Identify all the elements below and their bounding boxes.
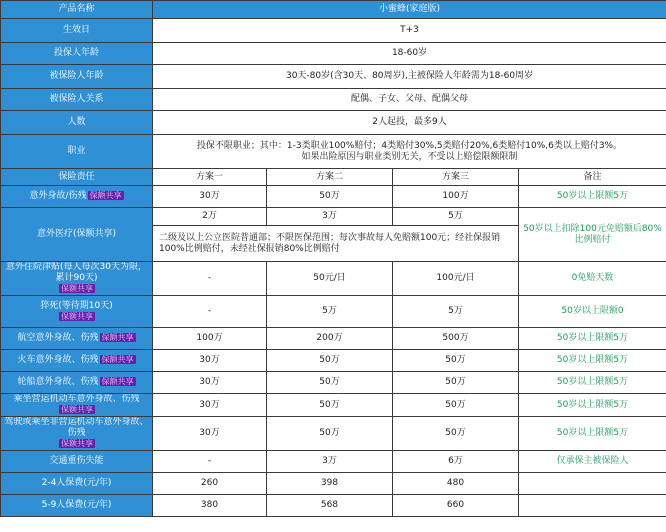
row-label: 意外医疗(保额共享) <box>1 208 153 262</box>
plan2-value: 3万 <box>267 208 393 226</box>
shared-tag: 保额共享 <box>89 191 122 200</box>
row-label: 交通重伤失能 <box>1 451 153 473</box>
row-label: 驾驶或乘坐非营运机动车意外身故、伤残 保额共享 <box>1 417 153 451</box>
plan3-value: 100元/日 <box>393 262 519 296</box>
plan2-header: 方案二 <box>267 169 393 186</box>
note-value: 50岁以上限额0 <box>519 296 666 328</box>
shared-tag: 保额共享 <box>61 439 93 448</box>
occupation-line-2: 如果出险原因与职业类别无关，不受以上赔偿限额限制 <box>301 151 518 162</box>
plan2-value: 5万 <box>267 296 393 328</box>
plan1-header: 方案一 <box>153 169 267 186</box>
note-value: 50岁以上限额5万 <box>519 394 666 417</box>
note-value: 50岁以上限额5万 <box>519 372 666 394</box>
shared-tag: 保额共享 <box>101 377 134 386</box>
note-header: 备注 <box>519 169 666 186</box>
plan3-value: 480 <box>393 473 519 495</box>
shared-tag: 保额共享 <box>61 405 93 414</box>
info-value: T+3 <box>153 19 666 43</box>
info-row-effective-date <box>1 19 666 43</box>
plan2-value: 398 <box>267 473 393 495</box>
row-label: 航空意外身故、伤残 保额共享 <box>1 328 153 350</box>
premium-5-9-row <box>1 495 666 517</box>
plan3-header: 方案三 <box>393 169 519 186</box>
aviation-row <box>1 328 666 350</box>
plan3-value: 500万 <box>393 328 519 350</box>
occupation-value <box>153 135 666 169</box>
note-value: 50岁以上扣除100元免赔额后80%比例赔付 <box>519 208 666 262</box>
note-value: 50岁以上限额5万 <box>519 417 666 451</box>
plan2-value: 50万 <box>267 186 393 208</box>
note-value: 50岁以上限额5万 <box>519 350 666 372</box>
plan1-value: 30万 <box>153 394 267 417</box>
plan3-value: 50万 <box>393 394 519 417</box>
hospital-row <box>1 262 666 296</box>
plan1-value: 30万 <box>153 350 267 372</box>
plan1-value: 30万 <box>153 186 267 208</box>
premium-2-4-row <box>1 473 666 495</box>
info-row-applicant-age <box>1 43 666 65</box>
plan3-value: 5万 <box>393 296 519 328</box>
medical-row-amounts <box>1 208 666 226</box>
plan2-value: 50万 <box>267 417 393 451</box>
row-label: 轮船意外身故、伤残 保额共享 <box>1 372 153 394</box>
plan3-value: 6万 <box>393 451 519 473</box>
info-label: 生效日 <box>1 19 153 43</box>
row-label: 火车意外身故、伤残 保额共享 <box>1 350 153 372</box>
plan1-value: 2万 <box>153 208 267 226</box>
shared-tag: 保额共享 <box>61 284 93 293</box>
info-label: 投保人年龄 <box>1 43 153 65</box>
plan3-value: 50万 <box>393 372 519 394</box>
info-label: 人数 <box>1 111 153 135</box>
plan2-value: 50万 <box>267 372 393 394</box>
plan3-value: 660 <box>393 495 519 517</box>
plan2-value: 3万 <box>267 451 393 473</box>
info-value: 2人起投，最多9人 <box>153 111 666 135</box>
shared-tag: 保额共享 <box>61 311 93 321</box>
ship-row <box>1 372 666 394</box>
info-row-relationship <box>1 89 666 111</box>
plan2-value: 568 <box>267 495 393 517</box>
product-name-label: 产品名称 <box>1 1 153 19</box>
row-label: 猝死(等待期10天) 保额共享 <box>1 296 153 328</box>
row-label: 2-4人保费(元/年) <box>1 473 153 495</box>
plan1-value: - <box>153 296 267 328</box>
note-value: 50岁以上限额5万 <box>519 328 666 350</box>
note-value: 0免赔天数 <box>519 262 666 296</box>
plan3-value: 50万 <box>393 417 519 451</box>
note-value: 50岁以上限额5万 <box>519 186 666 208</box>
note-value <box>519 473 666 495</box>
note-value: 仅承保主被保险人 <box>519 451 666 473</box>
plan1-value: - <box>153 451 267 473</box>
row-label: 意外住院津贴(每人每次30天为限，累计90天) 保额共享 <box>1 262 153 296</box>
coverage-label: 保险责任 <box>1 169 153 186</box>
info-row-insured-age <box>1 65 666 89</box>
accident-row <box>1 186 666 208</box>
occupation-label: 职业 <box>1 135 153 169</box>
info-value: 18-60岁 <box>153 43 666 65</box>
info-value: 30天-80岁(含30天、80周岁),主被保险人年龄需为18-60周岁 <box>153 65 666 89</box>
occupation-row <box>1 135 666 169</box>
row-label: 乘坐营运机动车意外身故、伤残保额共享 <box>1 394 153 417</box>
product-name-row <box>1 1 666 19</box>
plan3-value: 50万 <box>393 350 519 372</box>
shared-tag: 保额共享 <box>101 355 134 364</box>
shared-tag: 保额共享 <box>101 333 134 342</box>
note-value <box>519 495 666 517</box>
train-row <box>1 350 666 372</box>
plan1-value: 100万 <box>153 328 267 350</box>
plan2-value: 50元/日 <box>267 262 393 296</box>
row-label: 5-9人保费(元/年) <box>1 495 153 517</box>
plan1-value: - <box>153 262 267 296</box>
plan2-value: 200万 <box>267 328 393 350</box>
info-label: 被保险人年龄 <box>1 65 153 89</box>
occupation-line-1: 投保不限职业；其中：1-3类职业100%赔付；4类赔付30%,5类赔付20%,6类赔付10%,6类以上赔付3%。 <box>196 140 623 151</box>
sudden-death-row <box>1 296 666 328</box>
plan1-value: 30万 <box>153 372 267 394</box>
drive-row <box>1 417 666 451</box>
info-value: 配偶、子女、父母、配偶父母 <box>153 89 666 111</box>
row-label: 意外身故/伤残 保额共享 <box>1 186 153 208</box>
plan3-value: 100万 <box>393 186 519 208</box>
plan2-value: 50万 <box>267 350 393 372</box>
traffic-injury-row <box>1 451 666 473</box>
info-row-headcount <box>1 111 666 135</box>
bus-row <box>1 394 666 417</box>
info-label: 被保险人关系 <box>1 89 153 111</box>
medical-detail: 二级及以上公立医院普通部；不限医保范围；每次事故每人免赔额100元；经社保报销100%比例赔付，未经社保报销80%比例赔付 <box>153 226 519 262</box>
plan1-value: 380 <box>153 495 267 517</box>
plan-header-row <box>1 169 666 186</box>
plan3-value: 5万 <box>393 208 519 226</box>
plan1-value: 30万 <box>153 417 267 451</box>
plan1-value: 260 <box>153 473 267 495</box>
product-name-value: 小蜜蜂(家庭版) <box>153 1 666 19</box>
plan2-value: 50万 <box>267 394 393 417</box>
